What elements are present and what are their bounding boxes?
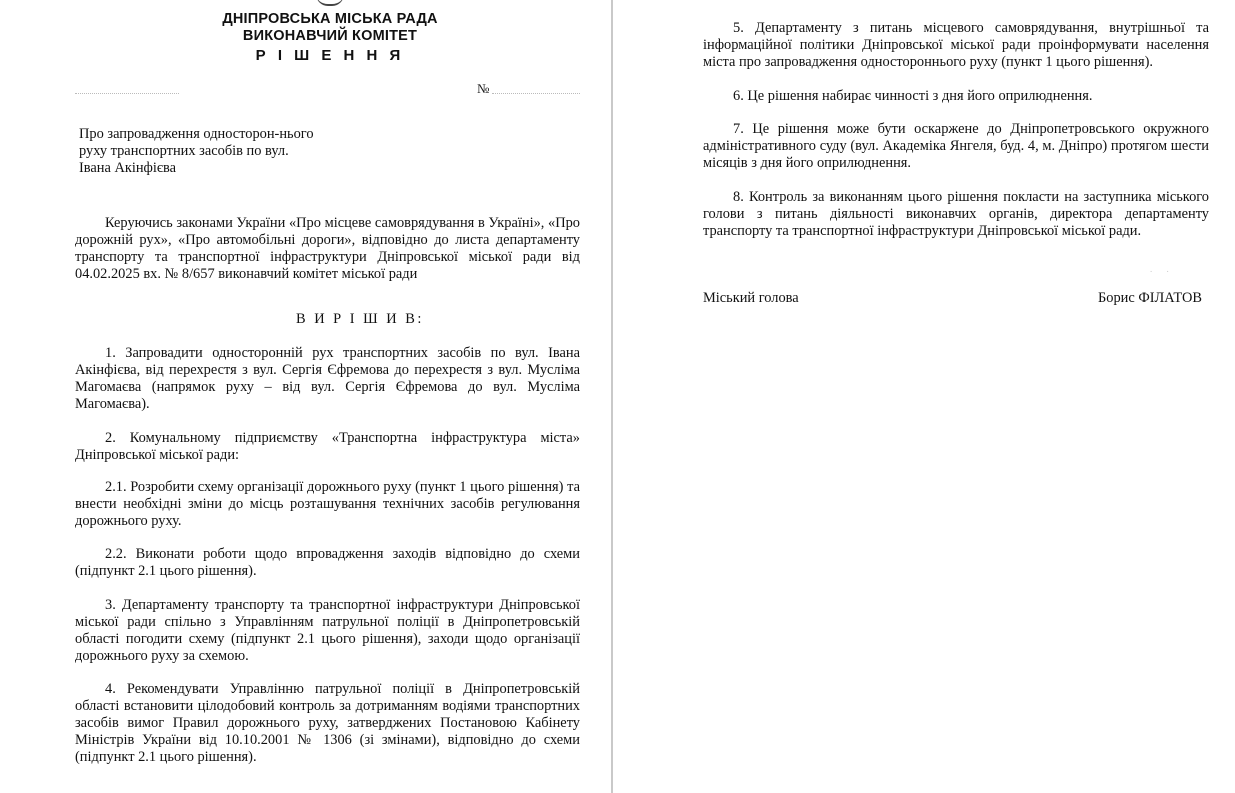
item-5 — [703, 20, 1209, 71]
item-1-text: 1. Запровадити односторонній рух транспортних засобів по вул. Івана Акінфієва, від перехрестя з вул. Сергія Єфремова до перехрестя з вул. Мусліма Магомаєва (напрямок руху – від вул. Сергія Єфремова до вул. Мусліма Магомаєва). — [75, 345, 580, 412]
item-2 — [75, 430, 580, 464]
item-6-text: 6. Це рішення набирає чинності з дня його оприлюднення. — [733, 88, 1093, 104]
number-sign: № — [477, 81, 490, 96]
council-name: ДНІПРОВСЬКА МІСЬКА РАДА — [222, 11, 438, 27]
item-3-text: 3. Департаменту транспорту та транспортної інфраструктури Дніпровської міської ради спільно з Управлінням патрульної поліції в Дніпропетровській області погодити схему (підпункт 2.1 цього рішення), заходи щодо організації дорожнього руху за схемою. — [75, 597, 580, 664]
date-blank-line — [75, 93, 179, 94]
committee-name: ВИКОНАВЧИЙ КОМІТЕТ — [242, 28, 418, 44]
number-blank-line — [492, 93, 580, 94]
item-1 — [75, 345, 580, 413]
document-page-right — [613, 0, 1235, 793]
item-4-text: 4. Рекомендувати Управлінню патрульної поліції в Дніпропетровській області встановити цілодобовий контроль за дотриманням водіями транспортних засобів вимог Правил дорожнього руху, затверджених Постановою Кабінету Міністрів України від 10.10.2001 № 1306 (зі змінами), відповідно до схеми (підпункт 2.1 цього рішення). — [75, 681, 580, 765]
item-2-2 — [75, 546, 580, 580]
item-5-text: 5. Департаменту з питань місцевого самоврядування, внутрішньої та інформаційної політики Дніпровської міської ради проінформувати населення міста про запровадження одностороннього руху (пункт 1 цього рішення). — [703, 20, 1209, 70]
item-3 — [75, 597, 580, 665]
item-7-text: 7. Це рішення може бути оскаржене до Дніпропетровського окружного адміністративного суду (вул. Академіка Янгеля, буд. 4, м. Дніпро) протягом шести місяців з дня його оприлюднення. — [703, 121, 1209, 171]
document-type-title: Р І Ш Е Н Н Я — [255, 47, 405, 64]
decision-subject: Про запровадження односторон-нього руху транспортних засобів по вул. Івана Акінфієва — [79, 126, 314, 176]
decided-heading: В И Р І Ш И В: — [296, 311, 424, 327]
item-6 — [703, 88, 1209, 105]
preamble-block — [75, 215, 580, 283]
preamble-text: Керуючись законами України «Про місцеве самоврядування в Україні», «Про дорожній рух», «Про автомобільні дороги», відповідно до листа департаменту транспорту та транспортної інфраструктури Дніпровської міської ради від 04.02.2025 вх. № 8/657 виконавчий комітет міської ради — [75, 215, 580, 282]
item-4 — [75, 681, 580, 766]
item-8-text: 8. Контроль за виконанням цього рішення покласти на заступника міського голови з питань діяльності виконавчих органів, директора департаменту транспорту та транспортної інфраструктури Дніпровської міської ради. — [703, 189, 1209, 239]
item-2-2-text: 2.2. Виконати роботи щодо впровадження заходів відповідно до схеми (підпункт 2.1 цього рішення). — [75, 546, 580, 579]
item-7 — [703, 121, 1209, 172]
item-8 — [703, 189, 1209, 240]
document-page-left — [0, 0, 611, 793]
item-2-1-text: 2.1. Розробити схему організації дорожнього руху (пункт 1 цього рішення) та внести необхідні зміни до місць розташування технічних засобів регулювання дорожнього руху. — [75, 479, 580, 529]
coat-of-arms-emblem — [316, 0, 344, 6]
signatory-name: Борис ФІЛАТОВ — [1098, 290, 1202, 306]
faint-marks: . . — [1150, 264, 1175, 274]
signatory-title: Міський голова — [703, 290, 799, 306]
item-2-text: 2. Комунальному підприємству «Транспортна інфраструктура міста» Дніпровської міської ради: — [75, 430, 580, 463]
item-2-1 — [75, 479, 580, 530]
